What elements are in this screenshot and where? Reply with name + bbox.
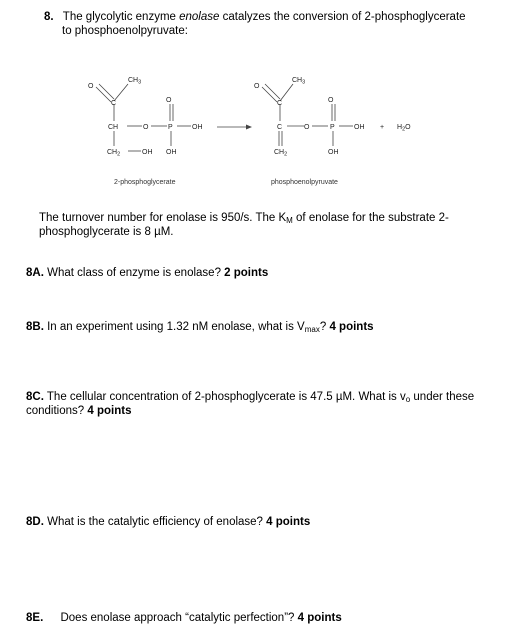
plus-sign: + (380, 124, 385, 131)
part-8b: 8B. In an experiment using 1.32 nM enolase, what is $V_{max}$? 4 points (26, 321, 374, 334)
svg-text:C: C (111, 100, 117, 107)
info-line2: phosphoglycerate is 8 µM. (39, 226, 174, 238)
svg-text:O: O (254, 83, 260, 90)
svg-text:OH: OH (166, 149, 177, 156)
svg-text:OH: OH (192, 124, 203, 131)
svg-text:C: C (277, 124, 283, 131)
reactant-o-label: O (88, 83, 94, 90)
svg-text:O: O (304, 124, 310, 131)
info-line1: The turnover number for enolase is 950/s. The $K_M$ of enolase for the substrate 2- (39, 212, 449, 225)
svg-text:O: O (143, 124, 149, 131)
water-label: $H_2O$ (397, 124, 411, 133)
question-text-start: The glycolytic enzyme (62, 11, 180, 23)
svg-text:CH2: $CH_2$ (274, 149, 288, 158)
enzyme-name: enolase (179, 11, 220, 23)
part-8e: 8E. Does enolase approach “catalytic perfection”? 4 points (26, 612, 342, 624)
part-8a: 8A. What class of enzyme is enolase? 2 points (26, 267, 269, 279)
svg-text:P: P (168, 124, 173, 131)
reactant-bonds (96, 84, 191, 151)
question-number: 8. (44, 11, 54, 23)
product-caption: phosphoenolpyruvate (271, 179, 338, 186)
svg-text:O: O (166, 97, 172, 104)
part-8d: 8D. What is the catalytic efficiency of enolase? 4 points (26, 516, 311, 528)
svg-text:CH2: $CH_2$ (107, 149, 121, 158)
svg-text:O: O (328, 97, 334, 104)
question-text-end: catalyzes the conversion of 2-phosphoglycerate (219, 11, 466, 23)
reaction-arrow (217, 125, 252, 130)
svg-text:CH3: $CH_3$ (128, 77, 142, 86)
svg-text:CH: CH (108, 124, 119, 131)
svg-text:OH: OH (328, 149, 339, 156)
svg-text:P: P (330, 124, 335, 131)
product-bonds (262, 84, 353, 146)
svg-text:OH: OH (142, 149, 153, 156)
question-line2: to phosphoenolpyruvate: (62, 25, 188, 37)
part-8c-line2: conditions? 4 points (26, 405, 132, 417)
svg-text:C: C (277, 100, 283, 107)
reaction-scheme (0, 0, 528, 200)
reactant-atom-labels (88, 77, 203, 158)
reactant-caption: 2-phosphoglycerate (114, 179, 176, 186)
part-8c: 8C. The cellular concentration of 2-phosphoglycerate is 47.5 µM. What is $v_o$ under these (26, 391, 475, 404)
svg-text:CH3: $CH_3$ (292, 77, 306, 86)
svg-text:OH: OH (354, 124, 365, 131)
